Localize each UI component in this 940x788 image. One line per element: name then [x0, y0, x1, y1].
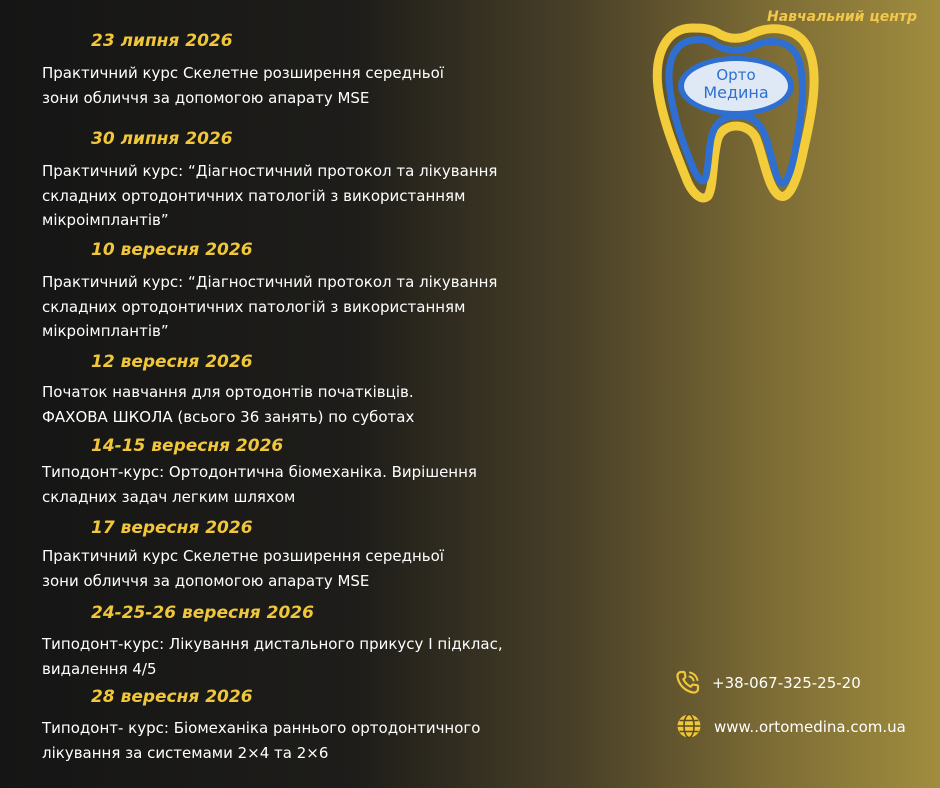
event-date: 12 вересня 2026	[91, 352, 253, 372]
event-description: Практичний курс Скелетне розширення середньої зони обличчя за допомогою апарату MSE	[42, 547, 444, 590]
logo-name-line2: Медина	[703, 83, 769, 102]
event-description: Практичний курс: “Діагностичний протокол та лікування складних ортодонтичних патологій з використанням мікроімплантів”	[42, 162, 498, 229]
phone-number[interactable]: +38-067-325-25-20	[712, 674, 861, 692]
event-description: Практичний курс Скелетне розширення середньої зони обличчя за допомогою апарату MSE	[42, 64, 444, 107]
event-date: 10 вересня 2026	[91, 240, 253, 260]
event-description: Початок навчання для ортодонтів початківців. ФАХОВА ШКОЛА (всього 36 занять) по суботах	[42, 383, 415, 426]
event-description: Типодонт-курс: Лікування дистального прикусу І підклас, видалення 4/5	[42, 635, 503, 678]
logo-name-line1: Орто	[716, 66, 756, 84]
event-description: Типодонт-курс: Ортодонтична біомеханіка. Вирішення складних задач легким шляхом	[42, 463, 477, 506]
tooth-logo	[652, 18, 820, 208]
event-date: 24-25-26 вересня 2026	[91, 603, 314, 623]
event-date: 30 липня 2026	[91, 129, 233, 149]
website-link[interactable]: www..ortomedina.com.ua	[714, 718, 906, 736]
logo-caption: Навчальний центр	[767, 9, 918, 25]
globe-icon	[676, 713, 702, 739]
event-date: 17 вересня 2026	[91, 518, 253, 538]
event-date: 23 липня 2026	[91, 31, 233, 51]
event-description: Практичний курс: “Діагностичний протокол та лікування складних ортодонтичних патологій з використанням мікроімплантів”	[42, 273, 498, 340]
phone-icon	[675, 669, 701, 695]
event-description: Типодонт- курс: Біомеханіка раннього ортодонтичного лікування за системами 2×4 та 2×6	[42, 719, 481, 762]
event-date: 28 вересня 2026	[91, 687, 253, 707]
event-date: 14-15 вересня 2026	[91, 436, 284, 456]
